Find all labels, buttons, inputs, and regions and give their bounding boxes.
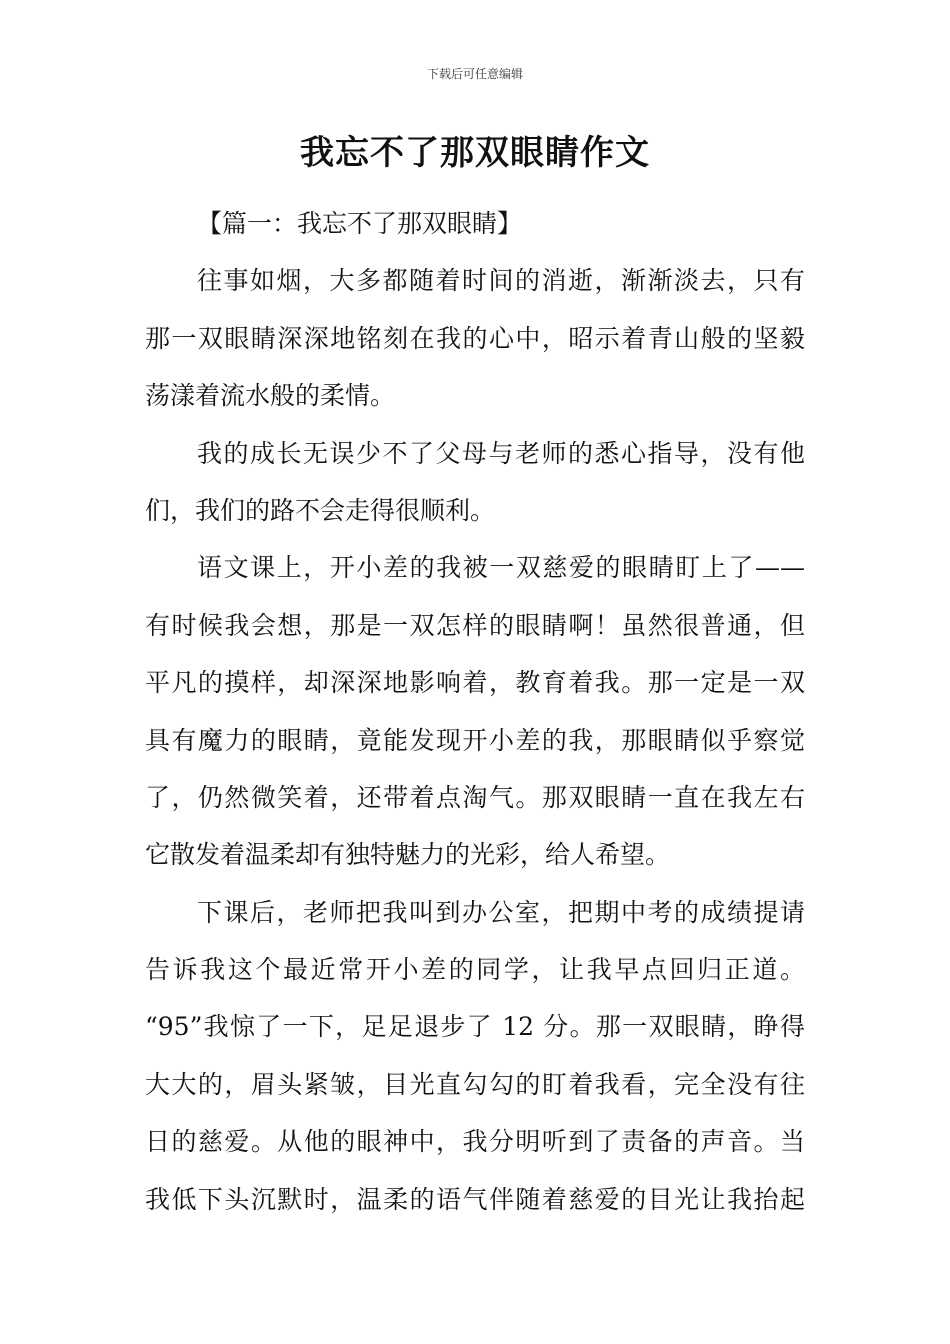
text-line: 往事如烟，大多都随着时间的消逝，渐渐淡去，只有 [197, 266, 805, 296]
text-line: 日的慈爱。从他的眼神中，我分明听到了责备的声音。当 [145, 1127, 805, 1157]
text-line: 告诉我这个最近常开小差的同学，让我早点回归正道。 [145, 955, 805, 985]
text-line: 我的成长无误少不了父母与老师的悉心指导，没有他 [197, 438, 805, 468]
text-line: 具有魔力的眼睛，竟能发现开小差的我，那眼睛似乎察觉 [145, 725, 805, 755]
text-line: 平凡的摸样，却深深地影响着，教育着我。那一定是一双 [145, 668, 805, 698]
text-line: 了，仍然微笑着，还带着点淘气。那双眼睛一直在我左右 [145, 782, 805, 812]
header-note: 下载后可任意编辑 [426, 67, 523, 81]
text-line: 下课后，老师把我叫到办公室，把期中考的成绩提请 [197, 897, 805, 927]
text-line: 荡漾着流水般的柔情。 [145, 381, 396, 411]
document-body [145, 195, 805, 1228]
text-line: 大大的，眉头紧皱，目光直勾勾的盯着我看，完全没有往 [145, 1069, 805, 1099]
text-line: 有时候我会想，那是一双怎样的眼睛啊！虽然很普通，但 [145, 610, 805, 640]
text-line: “95”我惊了一下，足足退步了 12 分。那一双眼睛，睁得 [145, 1012, 805, 1042]
text-line: 语文课上，开小差的我被一双慈爱的眼睛盯上了—— [197, 553, 805, 583]
text-line: 我低下头沉默时，温柔的语气伴随着慈爱的目光让我抬起 [145, 1184, 805, 1214]
section-heading: 【篇一：我忘不了那双眼睛】 [197, 209, 523, 238]
text-line: 它散发着温柔却有独特魅力的光彩，给人希望。 [145, 840, 671, 870]
text-line: 们，我们的路不会走得很顺利。 [145, 495, 496, 525]
document-title: 我忘不了那双眼睛作文 [300, 133, 650, 173]
text-line: 那一双眼睛深深地铭刻在我的心中，昭示着青山般的坚毅 [145, 323, 805, 353]
